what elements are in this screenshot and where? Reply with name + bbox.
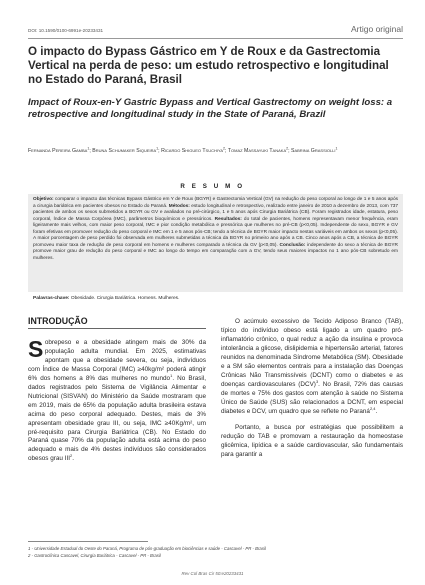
abstract-conclusao: independente do sexo a técnica de BGYR promove maior grau de redução do peso corporal e IMC ao longo do tempo em comparação com a GV, tendo seus maiores impactos no 1 ano pós-CB sobretudo em mulheres. xyxy=(33,242,398,261)
right-column xyxy=(221,318,403,460)
journal-reference: Rev Col Bras Cir 50:e20233431 xyxy=(181,571,244,576)
section-label: Artigo original xyxy=(351,24,403,34)
author-name: Bruna Schumaker Siqueira xyxy=(92,148,157,154)
author-affiliation: 1 xyxy=(156,146,159,151)
header-divider xyxy=(28,38,403,39)
keywords-text: Obesidade. Cirurgia Bariátrica. Homens. Mulheres. xyxy=(70,296,180,301)
footnote-1: 1 - Universidade Estadual do Oeste do Paraná, Programa de pós-graduação em biociências e saúde - Cascavel - PR - Brasil xyxy=(28,546,266,551)
footnote-2: 2 - Gastroclínica Cascavel, Cirurgia Bariátrica - Cascavel - PR - Brasil xyxy=(28,553,161,559)
abstract-label-objetivo: Objetivo: xyxy=(33,197,54,202)
abstract-label-metodos: Métodos: xyxy=(168,203,190,209)
left-column xyxy=(28,316,206,464)
doi-text: DOI: 10.1590/0100-6991e-20233431 xyxy=(28,28,104,33)
author-name: Tomaz Massayuki Tanaka xyxy=(227,148,287,154)
footnotes xyxy=(28,545,403,560)
author-affiliation: 1 xyxy=(335,146,338,151)
keywords-label: Palavras-chave: xyxy=(33,296,70,301)
abstract-text xyxy=(33,197,398,262)
abstract-label-resultados: Resultados: xyxy=(214,216,242,222)
abstract-box xyxy=(28,194,403,292)
footnote-divider xyxy=(28,541,148,542)
keywords xyxy=(33,296,398,301)
abstract-objetivo: comparar o impacto das técnicas Bypass Gástrico em Y de Roux (BGYR) e Gastrectomia Vertical (GV) na redução do peso corporal ao longo de 1 e 5 anos após a cirurgia bariátrica em pacientes obesos no Estado do Paraná. xyxy=(33,197,399,209)
abstract-label-conclusao: Conclusão: xyxy=(279,242,306,248)
author-name: Fernanda Pereira Gamba xyxy=(28,148,88,154)
abstract-resultados: do total de pacientes, homens representavam menor frequência, eram ligeiramente mais velhos, com maior peso corporal, IMC e pior condição metabólica e pressórica que mulheres no pré-CB (p<0,05). Independente do sexo, BGYR e GV foram efetivas em promover redução do peso corporal e IMC em 1 e 5 anos pós-CB; tendo a técnica de BGYR maior impacto nestas variáveis em ambos os sexos (p<0,05). A maior porcentagem de peso perdido foi observada em mulheres submetidas a técnica da BGYR no primeiro ano após a CB. Cinco anos após a CB, a técnica de BGYR promoveu maior taxa de redução de peso corporal em homens e mulheres comparado a técnica da GV (p<0,05). xyxy=(33,216,398,248)
author-affiliation: 2 xyxy=(223,146,226,151)
author-affiliation: 1 xyxy=(87,146,90,151)
title-portuguese: O impacto do Bypass Gástrico em Y de Roux e da Gastrectomia Vertical na perda de peso: um estudo retrospectivo e longitudinal no Estado do Paraná, Brasil xyxy=(28,45,389,87)
abstract-metodos: estudo longitudinal e retrospectivo, realizado entre janeiro de 2010 a dezembro de 2013, com 737 pacientes de ambos os sexos submetidos a BGYR ou GV e avaliados no pré-cirúrgico, 1 e 5 anos após Cirurgia Bariátrica (CB). Foram registrados idade, estatura, peso corporal, Índice de Massa Corpórea (IMC), parâmetros bioquímicos e pressóricos. xyxy=(33,203,399,222)
author-name: Ricardo Shigueo Tsuchiya xyxy=(161,148,224,154)
introduction-heading: INTRODUÇÃO xyxy=(28,316,206,329)
intro-paragraph-2: O acúmulo excessivo de Tecido Adiposo Branco (TAB), típico do indivíduo obeso está ligado a um quadro pró-inflamatório crônico, o qual reduz a ação da insulina e provoca intolerância a glicose, dislipidemia e hipertensão arterial, fatores reunidos na denominada Síndrome Metabólica (SM). Obesidade e a SM são elementos centrais para a instalação das Doenças Crônicas Não Transmissíveis (DCNT) como o diabetes e as doenças cardiovasculares (DCV)$^3$. No Brasil, 72% das causas de mortes e 75% dos gastos com atenção à saúde no Sistema Único de Saúde (SUS) são relacionados a DCNT, em especial diabetes e DCV, um quadro que se reflete no Paraná$^{2,4}$. xyxy=(221,318,403,415)
intro-paragraph-1: Sobrepeso e a obesidade atingem mais de 30% da população adulta mundial. Em 2025, estimativas apontam que a obesidade severa, ou seja, indivíduos com Índice de Massa Corporal (IMC) ≥40kg/m² poderá atingir 6% dos homens a 8% das mulheres no mundo$^1$. No Brasil, dados registrados pelo Sistema de Vigilância Alimentar e Nutricional (SISVAN) do Ministério da Saúde mostraram que em 2019, mais de 65% da população adulta brasileira estava acima do peso corporal adequado. Destes, mais de 3% apresentam obesidade grau III, ou seja, IMC ≥40Kg/m², um pré-requisito para Cirurgia Bariátrica (CB). No Estado do Paraná quase 70% da população adulta está acima do peso adequado e mais de 4% destes indivíduos são considerados obesos grau III$^2$. xyxy=(28,335,206,463)
author-name: Sabrina Grassiolli xyxy=(291,148,336,154)
drop-cap: S xyxy=(28,335,44,362)
title-english: Impact of Roux-en-Y Gastric Bypass and Vertical Gastrectomy on weight loss: a retrospective and longitudinal study in the State of Paraná, Brazil xyxy=(28,97,393,121)
abstract-heading: R E S U M O xyxy=(180,183,245,190)
author-list: Fernanda Pereira Gamba$^1$; Bruna Schumaker Siqueira$^1$; Ricardo Shigueo Tsuchiya$^2$; Tomaz Massayuki Tanaka$^2$; Sabrina Grassiolli$^1$ xyxy=(28,146,338,154)
author-affiliation: 2 xyxy=(286,146,289,151)
intro-paragraph-3: Portanto, a busca por estratégias que possibilitem a redução do TAB e promovam a restauração da homeostase glicêmica, lipídica e a saúde cardiovascular, são fundamentais para garantir a xyxy=(221,424,403,459)
